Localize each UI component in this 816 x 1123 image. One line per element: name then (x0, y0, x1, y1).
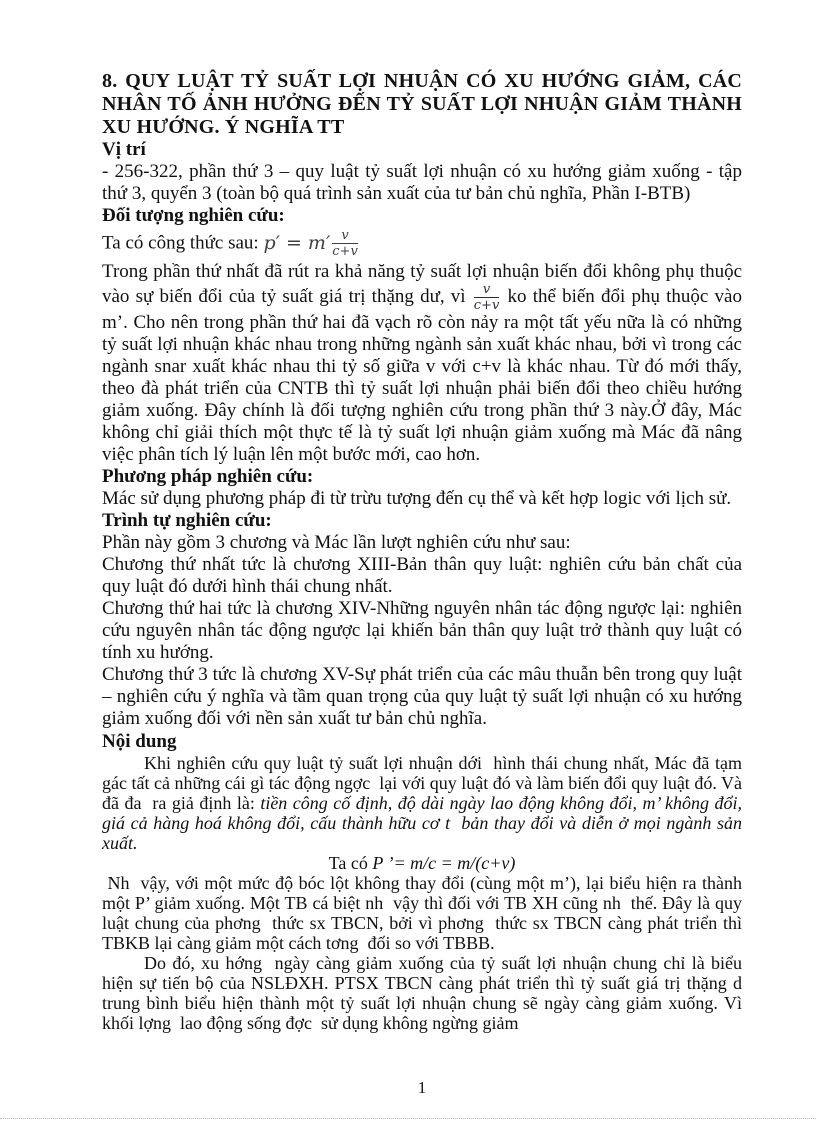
heading-noi-dung: Nội dung (102, 731, 177, 752)
heading-doi-tuong-nghien-cuu: Đối tượng nghiên cứu: (102, 205, 285, 226)
fraction-v-over-c-plus-v (332, 229, 358, 258)
document-title: 8. QUY LUẬT TỶ SUẤT LỢI NHUẬN CÓ XU HƯỚNG GIẢM, CÁC NHÂN TỐ ẢNH HƯỞNG ĐẾN TỶ SUẤT LỢI NHUẬN GIẢM THÀNH XU HƯỚNG. Ý NGHĨA TT (102, 70, 748, 138)
inline-fraction-numerator: v (474, 283, 500, 298)
document-content (102, 70, 751, 1033)
heading-phuong-phap-nghien-cuu: Phương pháp nghiên cứu: (102, 466, 314, 487)
paragraph-chuong-1: Chương thứ nhất tức là chương XIII-Bản thân quy luật: nghiên cứu bản chất của quy luật đó dưới hình thái chung nhất. (102, 554, 747, 597)
inline-fraction-denominator: c+v (473, 298, 500, 313)
fraction-numerator: v (332, 229, 358, 244)
formula-1-expression (263, 228, 359, 259)
paragraph-chuong-2: Chương thứ hai tức là chương XIV-Những nguyên nhân tác động ngược lại: nghiên cứu nguyên nhân tác động ngược lại khiến bản thân quy luật trở thành quy luật có tính xu hướng. (102, 598, 747, 663)
formula-line-1 (102, 227, 742, 261)
paragraph-noi-dung-1 (102, 753, 747, 853)
paragraph-doi-tuong-after-fraction: ko thể biến đổi phụ thuộc vào m’. Cho nên trong phần thứ hai đã vạch rõ còn nảy ra một tất yếu nữa là có những tỷ suất lợi nhuận khác nhau trong những ngành sản xuất khác nhau, bởi vì trong các ngành snar xuất khác nhau thi tỷ số giữa v với c+v là khác nhau. Từ đó mới thấy, theo đà phát triển của CNTB thì tỷ suất lợi nhuận phải biến đổi theo chiều hướng giảm xuống. Đây chính là đối tượng nghiên cứu trong phần thứ 3 này.Ở đây, Mác không chỉ giải thích một thực tế là tỷ suất lợi nhuận giảm xuống mà Mác đã nâng việc phân tích lý luận lên một bước mới, cao hơn. (102, 285, 747, 465)
fraction-denominator: c+v (332, 244, 358, 259)
formula-line-2 (102, 853, 742, 873)
paragraph-noi-dung-3: Do đó, xu hớng ngày càng giảm xuống của tỷ suất lợi nhuận chung chỉ là biểu hiện sự tiến bộ của NSLĐXH. PTSX TBCN càng phát triển thì tỷ suất giá trị thặng d trung bình biểu hiện thành một tỷ suất lợi nhuận chung sẽ ngày càng giảm xuống. Vì khối lợng lao động sống đợc sử dụng không ngừng giảm (102, 953, 751, 1033)
inline-fraction-v-over-c-plus-v (474, 283, 500, 312)
paragraph-vi-tri: - 256-322, phần thứ 3 – quy luật tỷ suất lợi nhuận có xu hướng giảm xuống - tập thứ 3, quyển 3 (toàn bộ quá trình sản xuất của tư bản chủ nghĩa, Phần I-BTB) (102, 161, 747, 204)
formula-1-lhs: p′ = m′ (263, 231, 331, 254)
paragraph-chuong-3: Chương thứ 3 tức là chương XV-Sự phát triển của các mâu thuẫn bên trong quy luật – nghiên cứu ý nghĩa và tầm quan trọng của quy luật tỷ suất lợi nhuận có xu hướng giảm xuống đối với nền sản xuất tư bản chủ nghĩa. (102, 664, 747, 729)
formula-1-intro: Ta có công thức sau: (102, 232, 264, 254)
noi-dung-1-assumptions-italic: tiền công cố định, độ dài ngày lao động không đổi, m’ không đổi, giá cả hàng hoá không đổi, cấu thành hữu cơ t bản thay đổi và diễn ở mọi ngành sản xuất. (102, 793, 747, 853)
heading-trinh-tu-nghien-cuu: Trình tự nghiên cứu: (102, 510, 272, 531)
bottom-dotted-divider (0, 1118, 816, 1119)
paragraph-doi-tuong-before-fraction: Trong phần thứ nhất đã rút ra khả năng tỷ suất lợi nhuận biến đổi không phụ thuộc vào sự biến đổi của tỷ suất giá trị thặng dư, vì (102, 261, 747, 307)
paragraph-doi-tuong (102, 261, 747, 466)
paragraph-noi-dung-2: Nh vậy, với một mức độ bóc lột không thay đổi (cùng một m’), lại biểu hiện ra thành một P’ giảm xuống. Một TB cá biệt nh vậy thì đối với TB XH cũng nh thế. Đây là quy luật chung của phơng thức sx TBCN, bởi vì phơng thức sx TBCN càng phát triển thì TBKB lại càng giảm một cách tơng đối so với TBBB. (102, 873, 747, 953)
paragraph-trinh-tu-intro: Phần này gồm 3 chương và Mác lần lượt nghiên cứu như sau: (102, 532, 571, 553)
formula-2-intro: Ta có (328, 853, 373, 873)
noi-dung-1-normal-text: Khi nghiên cứu quy luật tỷ suất lợi nhuận dới hình thái chung nhất, Mác đã tạm gác tất cả những cái gì tác động ngợc lại với quy luật đó và làm biến đổi quy luật đó. Và đã đa ra giả định là: (102, 753, 747, 813)
page-number: 1 (417, 1078, 427, 1097)
formula-2-expression: P ’= m/c = m/(c+v) (372, 853, 516, 873)
heading-vi-tri: Vị trí (102, 139, 146, 160)
paragraph-phuong-phap: Mác sử dụng phương pháp đi từ trừu tượng đến cụ thể và kết hợp logic với lịch sử. (102, 488, 732, 509)
